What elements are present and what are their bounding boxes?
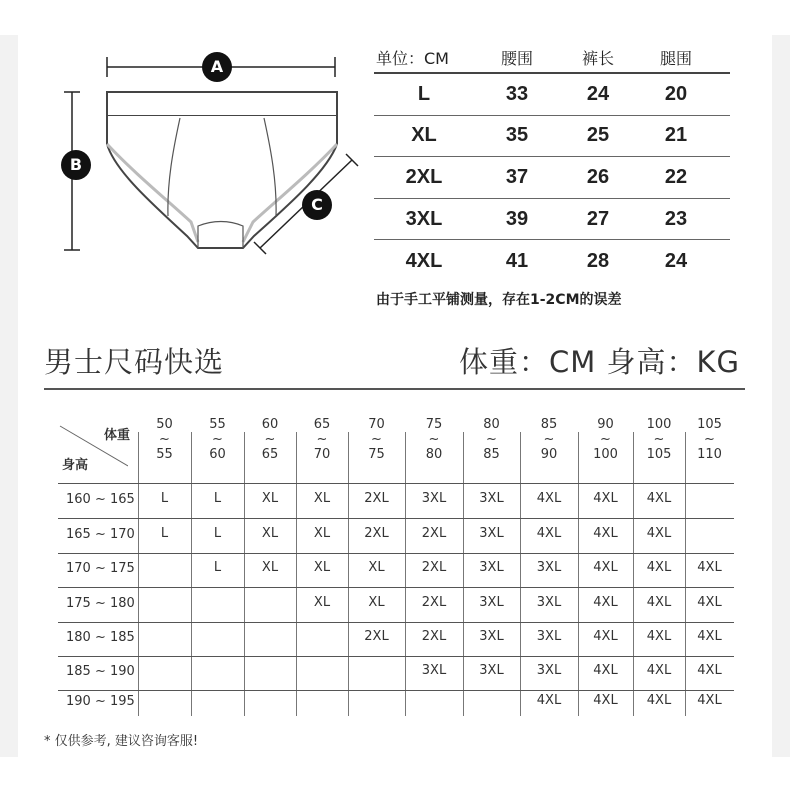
weight-range-separator: ~ <box>264 432 276 447</box>
size-recommendation-cell: XL <box>313 560 331 575</box>
weight-range-separator: ~ <box>428 432 440 447</box>
weight-range-separator: ~ <box>486 432 497 447</box>
size-cell: L <box>417 82 431 105</box>
size-recommendation-cell: 4XL <box>697 594 722 610</box>
size-recommendation-cell: 4XL <box>593 525 618 541</box>
weight-range-separator: ~ <box>212 432 223 447</box>
length-cell: 26 <box>586 165 610 188</box>
weight-range-header <box>635 416 683 463</box>
grid-row-line <box>58 553 734 554</box>
weight-range-header <box>246 416 294 463</box>
size-recommendation-cell: 4XL <box>697 693 722 708</box>
size-table-row <box>374 199 730 241</box>
size-recommendation-cell: 3XL <box>421 490 447 506</box>
grid-row-line <box>58 690 734 691</box>
size-table-row <box>374 157 730 199</box>
weight-range-separator: ~ <box>653 432 665 447</box>
weight-range-bound: 110 <box>697 447 722 462</box>
waist-cell: 37 <box>505 165 529 188</box>
size-recommendation-cell: 3XL <box>536 663 562 678</box>
weight-range-bound: 70 <box>313 447 331 462</box>
length-cell: 25 <box>586 124 610 147</box>
weight-range-bound: 50 <box>156 417 173 432</box>
size-quick-pick-grid <box>58 412 734 716</box>
weight-axis-label: 体重 <box>104 428 131 443</box>
size-recommendation-cell: 3XL <box>479 560 504 575</box>
weight-range-bound: 90 <box>597 417 614 432</box>
weight-range-bound: 70 <box>368 417 385 432</box>
leg-cell: 24 <box>664 249 688 272</box>
size-recommendation-cell: 2XL <box>421 525 447 541</box>
leg-cell: 20 <box>664 82 688 105</box>
weight-range-separator: ~ <box>316 432 328 447</box>
grid-row-line <box>58 587 734 588</box>
right-edge-strip <box>772 35 790 757</box>
weight-range-separator: ~ <box>159 432 170 447</box>
weight-range-bound: 105 <box>646 447 672 462</box>
weight-range-bound: 75 <box>425 417 443 432</box>
leg-cell: 22 <box>664 165 688 188</box>
weight-range-header <box>522 416 576 463</box>
waist-cell: 33 <box>505 82 529 105</box>
size-table-row <box>374 116 730 158</box>
size-recommendation-cell: 3XL <box>479 490 504 506</box>
height-range-label: 180 ~ 185 <box>66 630 135 645</box>
weight-range-bound: 90 <box>540 447 558 462</box>
size-recommendation-cell: 4XL <box>646 560 672 575</box>
size-recommendation-cell: 4XL <box>593 693 618 708</box>
size-recommendation-cell: 4XL <box>697 629 722 644</box>
size-cell: 4XL <box>405 249 443 272</box>
size-recommendation-cell: 3XL <box>479 525 504 541</box>
size-recommendation-cell: 2XL <box>421 594 447 610</box>
leg-cell: 21 <box>664 124 688 147</box>
grid-column-line <box>138 432 139 716</box>
height-range-label: 175 ~ 180 <box>66 595 135 611</box>
weight-range-bound: 85 <box>483 447 500 462</box>
weight-range-bound: 55 <box>209 417 226 432</box>
grid-row-line <box>58 483 734 484</box>
height-range-label: 185 ~ 190 <box>66 664 135 679</box>
height-range-label: 170 ~ 175 <box>66 561 135 576</box>
size-table-row <box>374 240 730 282</box>
size-recommendation-cell: XL <box>261 525 279 541</box>
height-axis-label: 身高 <box>62 458 89 473</box>
height-range-label: 190 ~ 195 <box>66 694 135 709</box>
size-cell: XL <box>411 124 437 147</box>
weight-range-bound: 105 <box>697 417 722 432</box>
size-recommendation-cell: 3XL <box>421 663 447 678</box>
weight-range-header <box>580 416 631 463</box>
length-cell: 27 <box>586 207 610 230</box>
grid-row-line <box>58 622 734 623</box>
size-recommendation-cell: 4XL <box>593 663 618 678</box>
weight-range-header <box>687 416 732 463</box>
size-table-row <box>374 74 730 116</box>
measurement-error-note: 由于手工平铺测量，存在1-2CM的误差 <box>376 292 622 308</box>
size-recommendation-cell: XL <box>313 594 331 610</box>
size-recommendation-cell: L <box>160 525 169 541</box>
size-recommendation-cell: 3XL <box>536 594 562 610</box>
height-range-label: 165 ~ 170 <box>66 526 135 542</box>
unit-note: 体重：CM 身高：KG <box>459 345 740 379</box>
size-recommendation-cell: 3XL <box>479 594 504 610</box>
size-recommendation-cell: 2XL <box>421 629 447 644</box>
briefs-measurement-diagram <box>55 40 375 280</box>
size-recommendation-cell: L <box>213 525 222 541</box>
size-recommendation-cell: L <box>213 560 222 575</box>
weight-range-bound: 85 <box>540 417 558 432</box>
weight-range-header <box>465 416 518 463</box>
weight-range-separator: ~ <box>543 432 555 447</box>
weight-range-bound: 100 <box>646 417 672 432</box>
length-cell: 28 <box>586 249 610 272</box>
size-recommendation-cell: 2XL <box>364 525 389 541</box>
size-recommendation-cell: 4XL <box>593 629 618 644</box>
size-recommendation-cell: 2XL <box>421 560 447 575</box>
grid-row-line <box>58 656 734 657</box>
weight-range-bound: 65 <box>261 447 279 462</box>
size-table-header <box>374 42 730 74</box>
dimension-label-b: B <box>61 150 91 180</box>
weight-range-separator: ~ <box>371 432 382 447</box>
size-recommendation-cell: 4XL <box>536 490 562 506</box>
size-recommendation-cell: 4XL <box>646 490 672 506</box>
weight-range-header <box>407 416 461 463</box>
size-recommendation-cell: 4XL <box>646 663 672 678</box>
size-recommendation-cell: XL <box>261 560 279 575</box>
size-recommendation-cell: 4XL <box>697 663 722 678</box>
size-recommendation-cell: XL <box>368 594 385 610</box>
weight-range-bound: 80 <box>483 417 500 432</box>
size-recommendation-cell: 4XL <box>646 693 672 708</box>
size-recommendation-cell: 4XL <box>536 525 562 541</box>
weight-range-header <box>193 416 242 463</box>
weight-range-separator: ~ <box>704 432 715 447</box>
size-recommendation-cell: 4XL <box>536 693 562 708</box>
dimension-label-c: C <box>302 190 332 220</box>
size-recommendation-cell: 2XL <box>364 629 389 644</box>
size-recommendation-cell: 4XL <box>646 594 672 610</box>
weight-range-header <box>140 416 189 463</box>
grid-row-line <box>58 518 734 519</box>
size-recommendation-cell: 3XL <box>479 629 504 644</box>
dimension-label-a: A <box>202 52 232 82</box>
size-recommendation-cell: 3XL <box>536 629 562 644</box>
size-recommendation-cell: L <box>160 490 169 506</box>
size-recommendation-cell: 4XL <box>593 560 618 575</box>
size-recommendation-cell: XL <box>313 490 331 506</box>
weight-range-bound: 60 <box>209 447 226 462</box>
size-recommendation-cell: 3XL <box>536 560 562 575</box>
size-recommendation-cell: 3XL <box>479 663 504 678</box>
weight-range-bound: 60 <box>261 417 279 432</box>
size-cell: 2XL <box>405 165 443 188</box>
weight-range-bound: 100 <box>593 447 618 462</box>
waist-cell: 39 <box>505 207 529 230</box>
left-edge-strip <box>0 35 18 757</box>
size-recommendation-cell: 4XL <box>593 594 618 610</box>
size-recommendation-cell: L <box>213 490 222 506</box>
leg-header: 腿围 <box>659 48 692 68</box>
weight-range-header <box>350 416 403 463</box>
weight-range-separator: ~ <box>600 432 611 447</box>
size-recommendation-cell: XL <box>368 560 385 575</box>
size-recommendation-cell: XL <box>261 490 279 506</box>
size-recommendation-cell: 4XL <box>646 629 672 644</box>
weight-range-header <box>298 416 346 463</box>
size-recommendation-cell: 2XL <box>364 490 389 506</box>
length-header: 裤长 <box>581 48 614 68</box>
footnote: * 仅供参考, 建议咨询客服! <box>44 734 199 749</box>
size-recommendation-cell: 4XL <box>697 560 722 575</box>
size-cell: 3XL <box>405 207 443 230</box>
section-divider <box>44 388 745 390</box>
weight-range-bound: 80 <box>425 447 443 462</box>
section-title: 男士尺码快选 <box>44 345 225 379</box>
size-recommendation-cell: 4XL <box>593 490 618 506</box>
size-recommendation-cell: XL <box>313 525 331 541</box>
weight-range-bound: 55 <box>156 447 173 462</box>
length-cell: 24 <box>586 82 610 105</box>
unit-header: 单位：CM <box>376 48 449 68</box>
size-measurement-table <box>374 42 730 282</box>
waist-cell: 41 <box>505 249 529 272</box>
leg-cell: 23 <box>664 207 688 230</box>
weight-range-bound: 75 <box>368 447 385 462</box>
waist-cell: 35 <box>505 124 529 147</box>
weight-range-bound: 65 <box>313 417 331 432</box>
size-recommendation-cell: 4XL <box>646 525 672 541</box>
waist-header: 腰围 <box>500 48 533 68</box>
height-range-label: 160 ~ 165 <box>66 491 135 507</box>
